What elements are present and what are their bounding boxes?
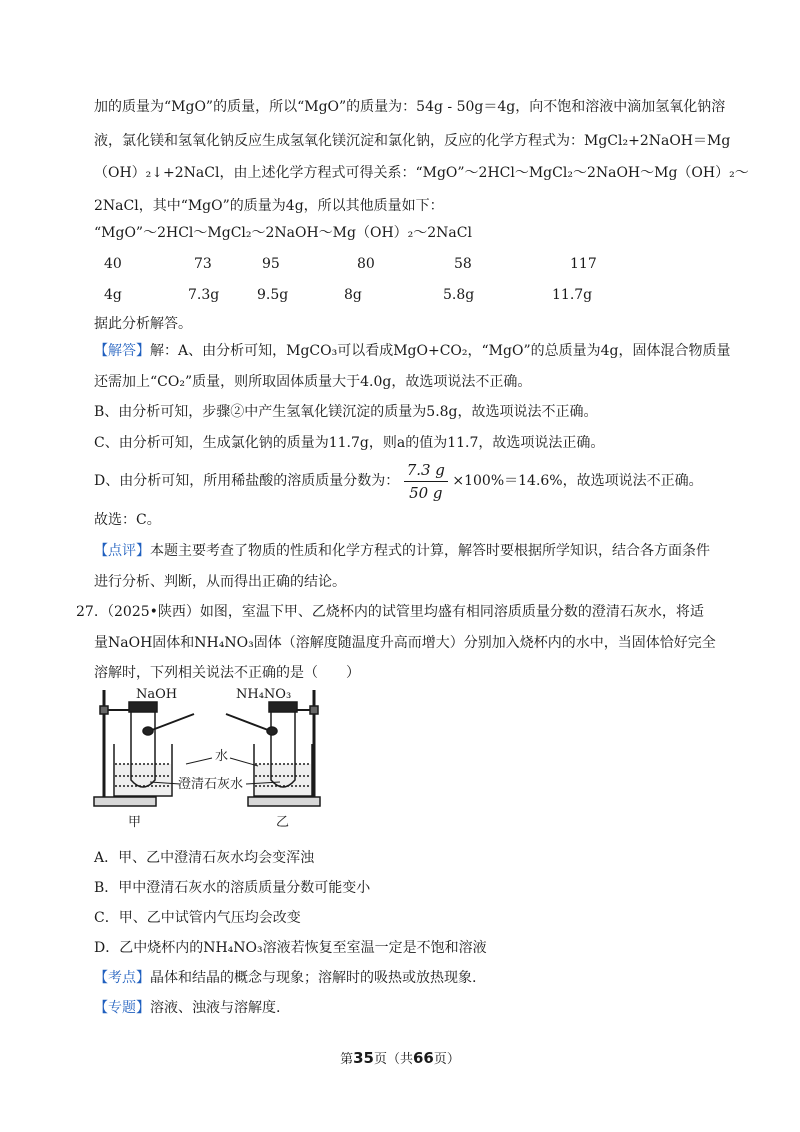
answer-d-prefix: D、由分析可知，所用稀盐酸的溶质质量分数为： [94, 473, 400, 489]
nh4no3-label: NH₄NO₃ [236, 687, 292, 702]
stopper [129, 702, 157, 712]
gram-value: 11.7g [552, 287, 593, 303]
option-d: D．乙中烧杯内的NH₄NO₃溶液若恢复至室温一定是不饱和溶液 [94, 940, 487, 956]
question-line-1: （2025•陕西）如图，室温下甲、乙烧杯内的试管里均盛有相同溶质质量分数的澄清石灰水，将适 [100, 604, 704, 620]
mass-value: 40 [104, 256, 122, 272]
mass-value: 80 [357, 256, 375, 272]
mass-value: 117 [570, 256, 597, 272]
mass-value: 73 [194, 256, 212, 272]
water-label: 水 [215, 749, 229, 764]
page-total: 66 [413, 1049, 434, 1067]
stand-base [248, 797, 320, 806]
clamp-boss [100, 706, 108, 714]
question-line-3: 溶解时，下列相关说法不正确的是（ ） [94, 665, 360, 681]
analysis-line-2: 液，氯化镁和氢氧化钠反应生成氢氧化镁沉淀和氯化钠，反应的化学方程式为：MgCl₂+2NaOH＝Mg [94, 133, 731, 149]
option-a: A．甲、乙中澄清石灰水均会变浑浊 [94, 850, 315, 866]
clamp-boss [310, 706, 318, 714]
spoon-bowl [267, 727, 277, 735]
kaodian-line [94, 968, 476, 988]
page-number: 35 [353, 1049, 374, 1067]
footer-suffix: 页） [433, 1052, 460, 1067]
answer-line-1 [94, 341, 730, 361]
zhuanti-text: 溶液、浊液与溶解度. [150, 1000, 281, 1016]
spoon-handle [152, 714, 194, 730]
gram-value: 9.5g [257, 287, 289, 303]
question-number: 27. [76, 604, 99, 620]
answer-option-d [94, 458, 703, 504]
option-c: C．甲、乙中试管内气压均会改变 [94, 910, 301, 926]
mass-value: 58 [454, 256, 472, 272]
analysis-line-1: 加的质量为“MgO”的质量，所以“MgO”的质量为：54g - 50g＝4g，向不饱和溶液中滴加氢氧化钠溶 [94, 99, 726, 115]
water-fill [255, 764, 311, 795]
zhuanti-tag: 【专题】 [94, 1000, 150, 1016]
kaodian-tag: 【考点】 [94, 970, 150, 986]
footer-middle: 页（共 [373, 1052, 413, 1067]
gram-value: 7.3g [188, 287, 220, 303]
footer-prefix: 第 [340, 1052, 354, 1067]
kaodian-text: 晶体和结晶的概念与现象；溶解时的吸热或放热现象. [150, 970, 477, 986]
water-fill [115, 764, 171, 795]
gram-value: 4g [104, 287, 122, 303]
answer-text: 解：A、由分析可知，MgCO₃可以看成MgO+CO₂，“MgO”的总质量为4g，固体混合物质量 [150, 343, 731, 359]
answer-choice: 故选：C。 [94, 512, 161, 528]
spoon-handle [226, 714, 268, 730]
comment-tag: 【点评】 [94, 543, 150, 559]
answer-tag: 【解答】 [94, 343, 150, 359]
answer-line-2: 还需加上“CO₂”质量，则所取固体质量大于4.0g，故选项说法不正确。 [94, 374, 532, 390]
leader-line [186, 758, 212, 764]
mass-value: 95 [262, 256, 280, 272]
answer-option-c: C、由分析可知，生成氯化钠的质量为11.7g，则a的值为11.7，故选项说法正确。 [94, 435, 605, 451]
apparatus-figure [90, 686, 390, 836]
comment-text: 本题主要考查了物质的性质和化学方程式的计算，解答时要根据所学知识，结合各方面条件 [150, 543, 710, 559]
question-line-2: 量NaOH固体和NH₄NO₃固体（溶解度随温度升高而增大）分别加入烧杯内的水中，当固体恰好完全 [94, 635, 716, 651]
answer-option-b: B、由分析可知，步骤②中产生氢氧化镁沉淀的质量为5.8g，故选项说法不正确。 [94, 404, 598, 420]
relation-line: “MgO”～2HCl～MgCl₂～2NaOH～Mg（OH）₂～2NaCl [94, 225, 472, 241]
limewater-label: 澄清石灰水 [178, 777, 244, 792]
analysis-conclusion: 据此分析解答。 [94, 316, 192, 332]
gram-value: 5.8g [443, 287, 475, 303]
gram-value: 8g [344, 287, 362, 303]
stopper [269, 702, 297, 712]
comment-line-2: 进行分析、判断，从而得出正确的结论。 [94, 574, 346, 590]
page-footer [0, 1048, 800, 1067]
right-caption: 乙 [276, 815, 290, 830]
answer-d-suffix: ×100%＝14.6%，故选项说法不正确。 [452, 473, 703, 489]
fraction-numerator: 7.3 g [404, 459, 448, 482]
left-caption: 甲 [128, 815, 142, 830]
naoh-label: NaOH [136, 687, 178, 702]
fraction-denominator: 50 g [409, 483, 443, 502]
spoon-bowl [143, 727, 153, 735]
option-b: B．甲中澄清石灰水的溶质质量分数可能变小 [94, 880, 371, 896]
comment-line-1 [94, 541, 710, 561]
analysis-line-3: （OH）₂↓+2NaCl，由上述化学方程式可得关系：“MgO”～2HCl～MgCl₂～2NaOH～Mg（OH）₂～ [94, 165, 749, 181]
zhuanti-line [94, 998, 280, 1018]
analysis-line-4: 2NaCl，其中“MgO”的质量为4g，所以其他质量如下： [94, 198, 444, 214]
stand-base [94, 797, 156, 806]
fraction [404, 459, 448, 504]
